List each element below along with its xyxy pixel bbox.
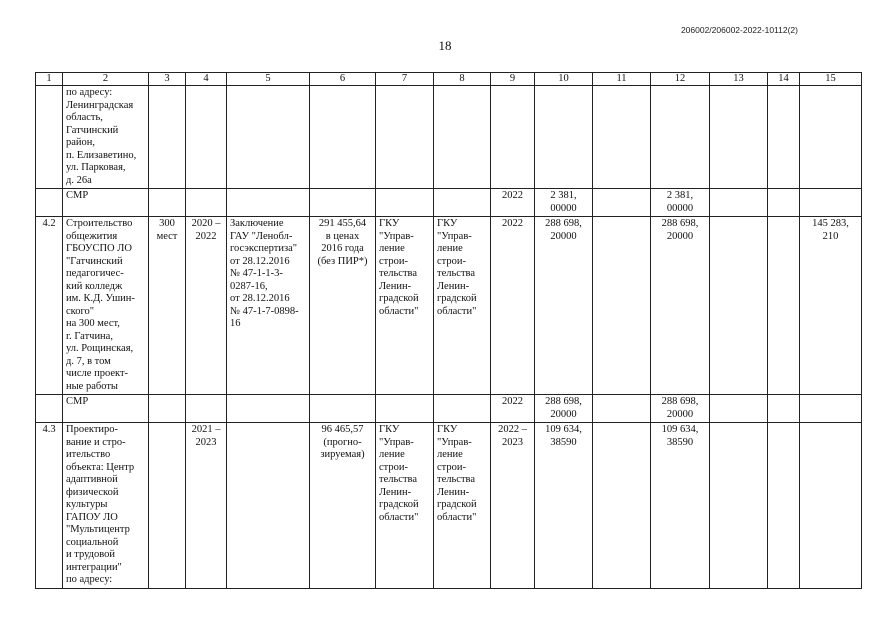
header-cell: 6	[310, 73, 376, 86]
table-cell: Заключение ГАУ "Ленобл- госэкспертиза" от 28.12.2016 № 47-1-1-3- 0287-16, от 28.12.2016 № 47-1-7-0898- 16	[227, 217, 310, 395]
table-cell: 2022	[491, 217, 535, 395]
table-cell: 2 381, 00000	[651, 189, 710, 217]
table-cell: ГКУ "Управ- ление строи- тельства Ленин- градской области"	[376, 217, 434, 395]
table-cell	[593, 86, 651, 189]
header-cell: 10	[535, 73, 593, 86]
table-cell: 288 698, 20000	[651, 217, 710, 395]
table-cell	[376, 395, 434, 423]
table-cell	[768, 395, 800, 423]
table-cell	[710, 423, 768, 589]
header-cell: 13	[710, 73, 768, 86]
table-cell	[491, 86, 535, 189]
header-cell: 12	[651, 73, 710, 86]
header-cell: 2	[63, 73, 149, 86]
table-cell	[227, 395, 310, 423]
table-cell	[149, 189, 186, 217]
table-cell	[800, 423, 862, 589]
table-cell	[310, 395, 376, 423]
data-table	[35, 72, 862, 589]
table-cell	[800, 86, 862, 189]
table-cell: СМР	[63, 395, 149, 423]
table-cell: 288 698, 20000	[651, 395, 710, 423]
table-row	[36, 86, 862, 189]
table-cell	[186, 395, 227, 423]
table-cell: 2021 – 2023	[186, 423, 227, 589]
header-cell: 3	[149, 73, 186, 86]
table-cell: 4.3	[36, 423, 63, 589]
table-cell	[710, 395, 768, 423]
table-cell	[768, 86, 800, 189]
table-row	[36, 217, 862, 395]
table-cell	[310, 189, 376, 217]
table-cell: 109 634, 38590	[651, 423, 710, 589]
table-cell: Строительство общежития ГБОУСПО ЛО "Гатчинский педагогичес- кий колледж им. К.Д. Ушин- ского" на 300 мест, г. Гатчина, ул. Рощинская, д. 7, в том числе проект- ные работы	[63, 217, 149, 395]
table-cell	[593, 395, 651, 423]
table-cell	[593, 217, 651, 395]
table-cell	[710, 217, 768, 395]
table-cell	[227, 423, 310, 589]
table-cell	[768, 423, 800, 589]
table-cell: 4.2	[36, 217, 63, 395]
table-cell: 2 381, 00000	[535, 189, 593, 217]
table-cell: ГКУ "Управ- ление строи- тельства Ленин- градской области"	[376, 423, 434, 589]
table-cell	[434, 395, 491, 423]
document-id: 206002/206002-2022-10112(2)	[680, 25, 798, 35]
table-cell	[227, 86, 310, 189]
table-cell	[227, 189, 310, 217]
table-cell	[36, 86, 63, 189]
table-cell: 291 455,64 в ценах 2016 года (без ПИР*)	[310, 217, 376, 395]
header-cell: 14	[768, 73, 800, 86]
header-cell: 8	[434, 73, 491, 86]
header-cell: 11	[593, 73, 651, 86]
table-cell	[768, 217, 800, 395]
header-cell: 9	[491, 73, 535, 86]
header-cell: 7	[376, 73, 434, 86]
table-cell	[36, 189, 63, 217]
table-cell: ГКУ "Управ- ление строи- тельства Ленин- градской области"	[434, 217, 491, 395]
header-cell: 5	[227, 73, 310, 86]
table-cell: СМР	[63, 189, 149, 217]
table-cell: 2022	[491, 395, 535, 423]
table-cell: 288 698, 20000	[535, 217, 593, 395]
table-cell: 145 283, 210	[800, 217, 862, 395]
table-cell	[149, 86, 186, 189]
table-cell	[593, 189, 651, 217]
page-number: 18	[438, 38, 452, 53]
table-cell	[535, 86, 593, 189]
table-cell	[149, 423, 186, 589]
table-cell	[434, 189, 491, 217]
table-cell: 288 698, 20000	[535, 395, 593, 423]
table-cell: Проектиро- вание и стро- ительство объекта: Центр адаптивной физической культуры ГАПОУ ЛО "Мультицентр социальной и трудовой интеграции" по адресу:	[63, 423, 149, 589]
table-cell	[710, 189, 768, 217]
table-cell	[186, 86, 227, 189]
table-cell: по адресу: Ленинградская область, Гатчинский район, п. Елизаветино, ул. Парковая, д. 26а	[63, 86, 149, 189]
table-cell: 2020 – 2022	[186, 217, 227, 395]
table-cell	[651, 86, 710, 189]
table-cell	[434, 86, 491, 189]
header-cell: 15	[800, 73, 862, 86]
table-row	[36, 423, 862, 589]
table-cell	[710, 86, 768, 189]
table-cell	[36, 395, 63, 423]
table-cell: 2022 – 2023	[491, 423, 535, 589]
table-cell	[800, 189, 862, 217]
table-cell	[593, 423, 651, 589]
table-row	[36, 395, 862, 423]
table-cell: 96 465,57 (прогно- зируемая)	[310, 423, 376, 589]
table-cell: ГКУ "Управ- ление строи- тельства Ленин- градской области"	[434, 423, 491, 589]
table-cell	[186, 189, 227, 217]
table-row	[36, 189, 862, 217]
table-cell: 300 мест	[149, 217, 186, 395]
table-cell: 109 634, 38590	[535, 423, 593, 589]
table-cell	[768, 189, 800, 217]
header-cell: 1	[36, 73, 63, 86]
table-cell	[149, 395, 186, 423]
table-cell	[310, 86, 376, 189]
table-cell	[376, 189, 434, 217]
header-row	[36, 73, 862, 86]
table-cell	[376, 86, 434, 189]
table-cell	[800, 395, 862, 423]
header-cell: 4	[186, 73, 227, 86]
table-cell: 2022	[491, 189, 535, 217]
